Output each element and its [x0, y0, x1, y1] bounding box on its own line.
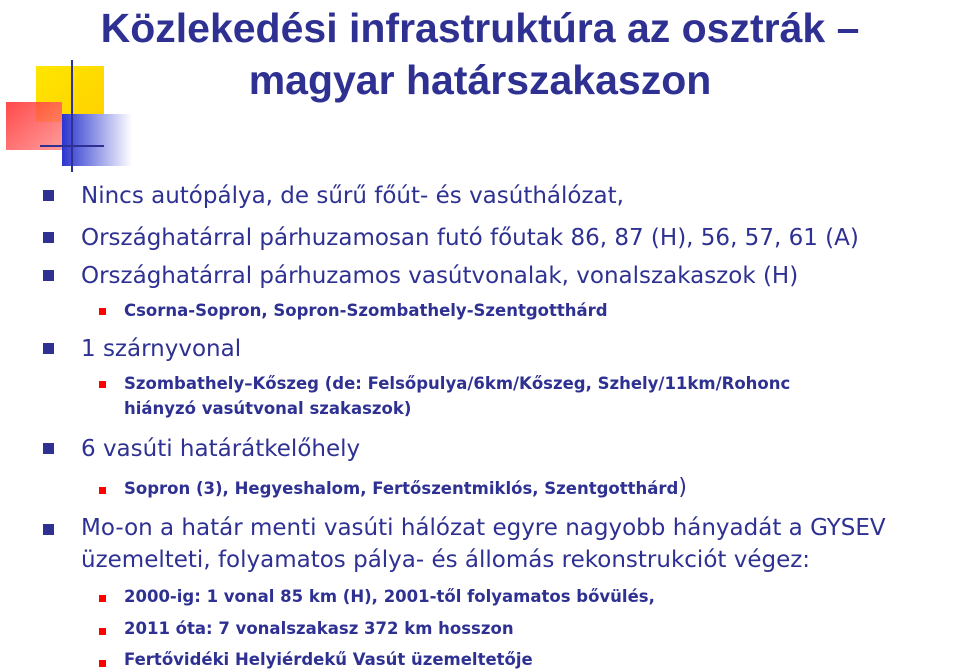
- bullet-square: [43, 343, 54, 354]
- bullet-text: Országhatárral párhuzamosan futó főutak 86, 87 (H), 56, 57, 61 (A): [81, 225, 859, 251]
- bullet-text: 1 szárnyvonal: [81, 336, 242, 362]
- bullet-text: 6 vasúti határátkelőhely: [81, 436, 361, 462]
- sub-bullet-square: [99, 487, 106, 494]
- sub-bullet-square: [99, 595, 106, 602]
- bullet-continuation: üzemelteti, folyamatos pálya- és állomás rekonstrukciót végez:: [81, 547, 811, 573]
- bullet-square: [43, 524, 54, 535]
- bullet-text: Országhatárral párhuzamos vasútvonalak, vonalszakaszok (H): [81, 263, 799, 289]
- sub-bullet-text: Szombathely–Kőszeg (de: Felsőpulya/6km/Kőszeg, Szhely/11km/Rohonc: [124, 374, 791, 393]
- sub-bullet-continuation: hiányzó vasútvonal szakaszok): [124, 399, 412, 418]
- sub-bullet-text: Fertővidéki Helyiérdekű Vasút üzemeltetője: [124, 650, 533, 669]
- sub-bullet-square: [99, 381, 106, 388]
- title-line-1: Közlekedési infrastruktúra az osztrák –: [100, 5, 860, 51]
- bullet-square: [43, 190, 54, 201]
- slide-title: [0, 2, 960, 106]
- sub-bullet-text: 2011 óta: 7 vonalszakasz 372 km hosszon: [124, 619, 514, 638]
- bullet-text: Mo-on a határ menti vasúti hálózat egyre nagyobb hányadát a GYSEV: [81, 515, 886, 541]
- sub-bullet-text: 2000-ig: 1 vonal 85 km (H), 2001-től folyamatos bővülés,: [124, 587, 655, 606]
- title-line-2: magyar határszakaszon: [248, 57, 712, 103]
- closing-paren: ): [678, 475, 687, 500]
- sub-bullet-square: [99, 660, 106, 667]
- bullet-square: [43, 270, 54, 281]
- sub-bullet-square: [99, 308, 106, 315]
- bullet-square: [43, 232, 54, 243]
- deco-red-square: [6, 102, 62, 150]
- bullet-text: Nincs autópálya, de sűrű főút- és vasúthálózat,: [81, 183, 624, 209]
- bullet-square: [43, 443, 54, 454]
- sub-bullet-main: Sopron (3), Hegyeshalom, Fertőszentmiklós, Szentgotthárd: [124, 479, 679, 498]
- sub-bullet-text: [124, 476, 687, 501]
- sub-bullet-square: [99, 628, 106, 635]
- sub-bullet-text: Csorna-Sopron, Sopron-Szombathely-Szentgotthárd: [124, 301, 608, 320]
